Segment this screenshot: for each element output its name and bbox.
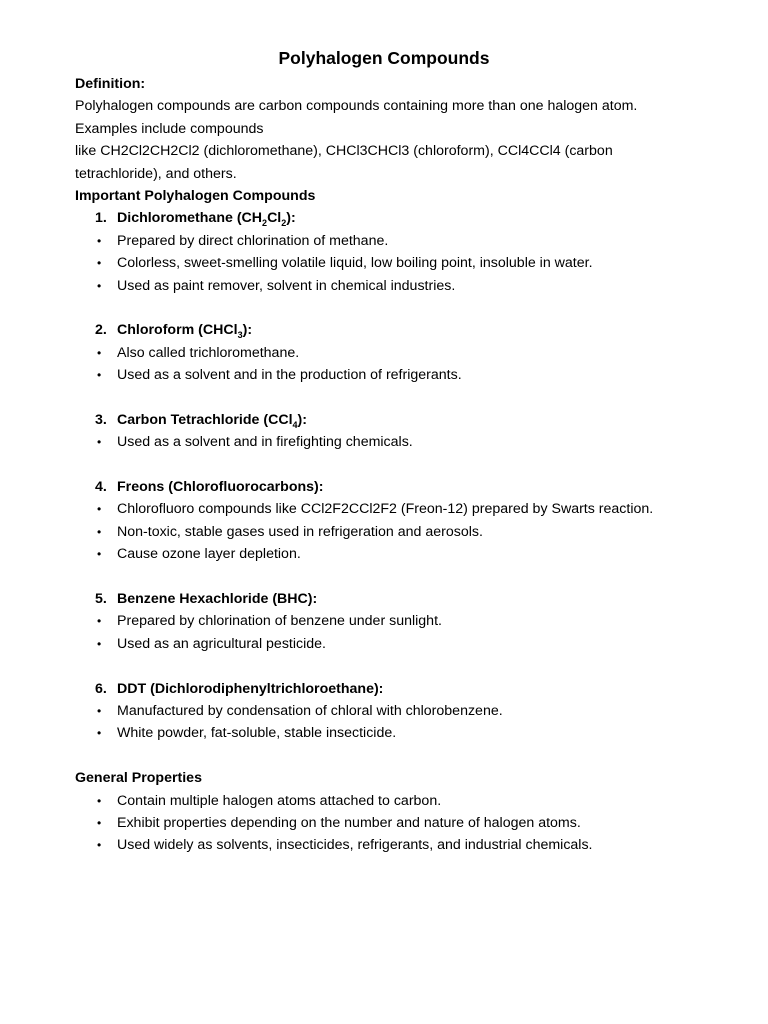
important-heading: Important Polyhalogen Compounds <box>75 187 316 204</box>
list-item-text: Colorless, sweet-smelling volatile liquid, low boiling point, insoluble in water. <box>117 255 593 272</box>
subscript: 2 <box>262 218 268 229</box>
compound-name: DDT (Dichlorodiphenyltrichloroethane): <box>117 680 384 697</box>
list-item-text: Chlorofluoro compounds like CCl2F2CCl2F2 (Freon-12) prepared by Swarts reaction. <box>117 501 654 518</box>
spacer <box>75 386 715 408</box>
list-item <box>75 543 715 565</box>
definition-line: Examples include compounds <box>75 120 264 137</box>
list-item <box>75 342 715 364</box>
list-item <box>75 812 715 834</box>
compound-heading <box>75 588 715 610</box>
list-item-text: Also called trichloromethane. <box>117 344 300 361</box>
general-heading: General Properties <box>75 770 202 787</box>
definition-line: like CH2Cl2CH2Cl2 (dichloromethane), CHCl3CHCl3 (chloroform), CCl4CCl4 (carbon <box>75 143 613 160</box>
compound-name: Benzene Hexachloride (BHC): <box>117 590 318 607</box>
list-number: 1. <box>95 210 107 227</box>
subscript: 4 <box>292 419 298 430</box>
list-item <box>75 431 715 453</box>
list-number: 6. <box>95 680 107 697</box>
compound-name-part: ): <box>297 411 307 428</box>
list-item-text: Cause ozone layer depletion. <box>117 546 301 563</box>
compound-name-part: ): <box>242 322 253 339</box>
bullet-icon: • <box>97 815 102 830</box>
bullet-icon: • <box>97 502 102 517</box>
compound-name: Chloroform (CHCl <box>117 322 238 339</box>
list-item-text: Used widely as solvents, insecticides, refrigerants, and industrial chemicals. <box>117 837 593 854</box>
bullet-icon: • <box>97 547 102 562</box>
list-item <box>75 521 715 543</box>
list-item-text: Used as a solvent and in firefighting chemicals. <box>117 434 413 451</box>
bullet-icon: • <box>97 636 102 651</box>
bullet-icon: • <box>97 256 102 271</box>
list-item <box>75 790 715 812</box>
page-title: Polyhalogen Compounds <box>278 48 490 68</box>
list-item-text: Used as a solvent and in the production of refrigerants. <box>117 367 462 384</box>
bullet-icon: • <box>97 233 102 248</box>
compound-heading <box>75 476 715 498</box>
list-item-text: Contain multiple halogen atoms attached to carbon. <box>117 792 442 809</box>
compound-name: Freons (Chlorofluorocarbons): <box>117 479 324 496</box>
compound-name-part: Cl <box>267 210 282 227</box>
definition-line: Polyhalogen compounds are carbon compounds containing more than one halogen atom. <box>75 98 638 115</box>
list-item-text: Used as an agricultural pesticide. <box>117 635 326 652</box>
compound-heading <box>75 409 715 431</box>
bullet-icon: • <box>97 726 102 741</box>
list-item-text: Non-toxic, stable gases used in refrigeration and aerosols. <box>117 523 483 540</box>
bullet-icon: • <box>97 435 102 450</box>
list-item <box>75 364 715 386</box>
list-item-text: Prepared by direct chlorination of methane. <box>117 232 389 249</box>
list-item-text: Manufactured by condensation of chloral with chlorobenzene. <box>117 702 503 719</box>
compound-name-part: ): <box>286 210 296 227</box>
subscript: 2 <box>281 218 287 229</box>
bullet-icon: • <box>97 345 102 360</box>
spacer <box>75 745 715 767</box>
list-number: 3. <box>95 411 107 428</box>
list-item <box>75 722 715 744</box>
compound-heading <box>75 207 715 229</box>
list-item-text: Prepared by chlorination of benzene under sunlight. <box>117 613 442 630</box>
definition-heading: Definition: <box>75 76 146 92</box>
list-item-text: White powder, fat-soluble, stable insecticide. <box>117 725 397 742</box>
spacer <box>75 566 715 588</box>
bullet-icon: • <box>97 368 102 383</box>
document-body <box>75 73 715 857</box>
list-item-text: Used as paint remover, solvent in chemical industries. <box>117 277 456 294</box>
list-item <box>75 498 715 520</box>
compound-heading <box>75 678 715 700</box>
list-item <box>75 252 715 274</box>
list-item <box>75 700 715 722</box>
definition-line: tetrachloride), and others. <box>75 165 237 182</box>
list-number: 4. <box>95 479 107 496</box>
spacer <box>75 297 715 319</box>
bullet-icon: • <box>97 703 102 718</box>
list-item <box>75 610 715 632</box>
subscript: 3 <box>237 330 243 341</box>
bullet-icon: • <box>97 614 102 629</box>
compound-name: Carbon Tetrachloride (CCl <box>117 411 293 428</box>
bullet-icon: • <box>97 524 102 539</box>
list-item <box>75 230 715 252</box>
list-number: 2. <box>95 322 107 339</box>
list-number: 5. <box>95 590 107 607</box>
list-item <box>75 633 715 655</box>
compound-heading <box>75 319 715 341</box>
spacer <box>75 454 715 476</box>
bullet-icon: • <box>97 838 102 853</box>
bullet-icon: • <box>97 793 102 808</box>
spacer <box>75 655 715 677</box>
compound-name: Dichloromethane (CH <box>117 210 263 227</box>
list-item <box>75 834 715 856</box>
list-item-text: Exhibit properties depending on the number and nature of halogen atoms. <box>117 814 581 831</box>
bullet-icon: • <box>97 278 102 293</box>
list-item <box>75 275 715 297</box>
